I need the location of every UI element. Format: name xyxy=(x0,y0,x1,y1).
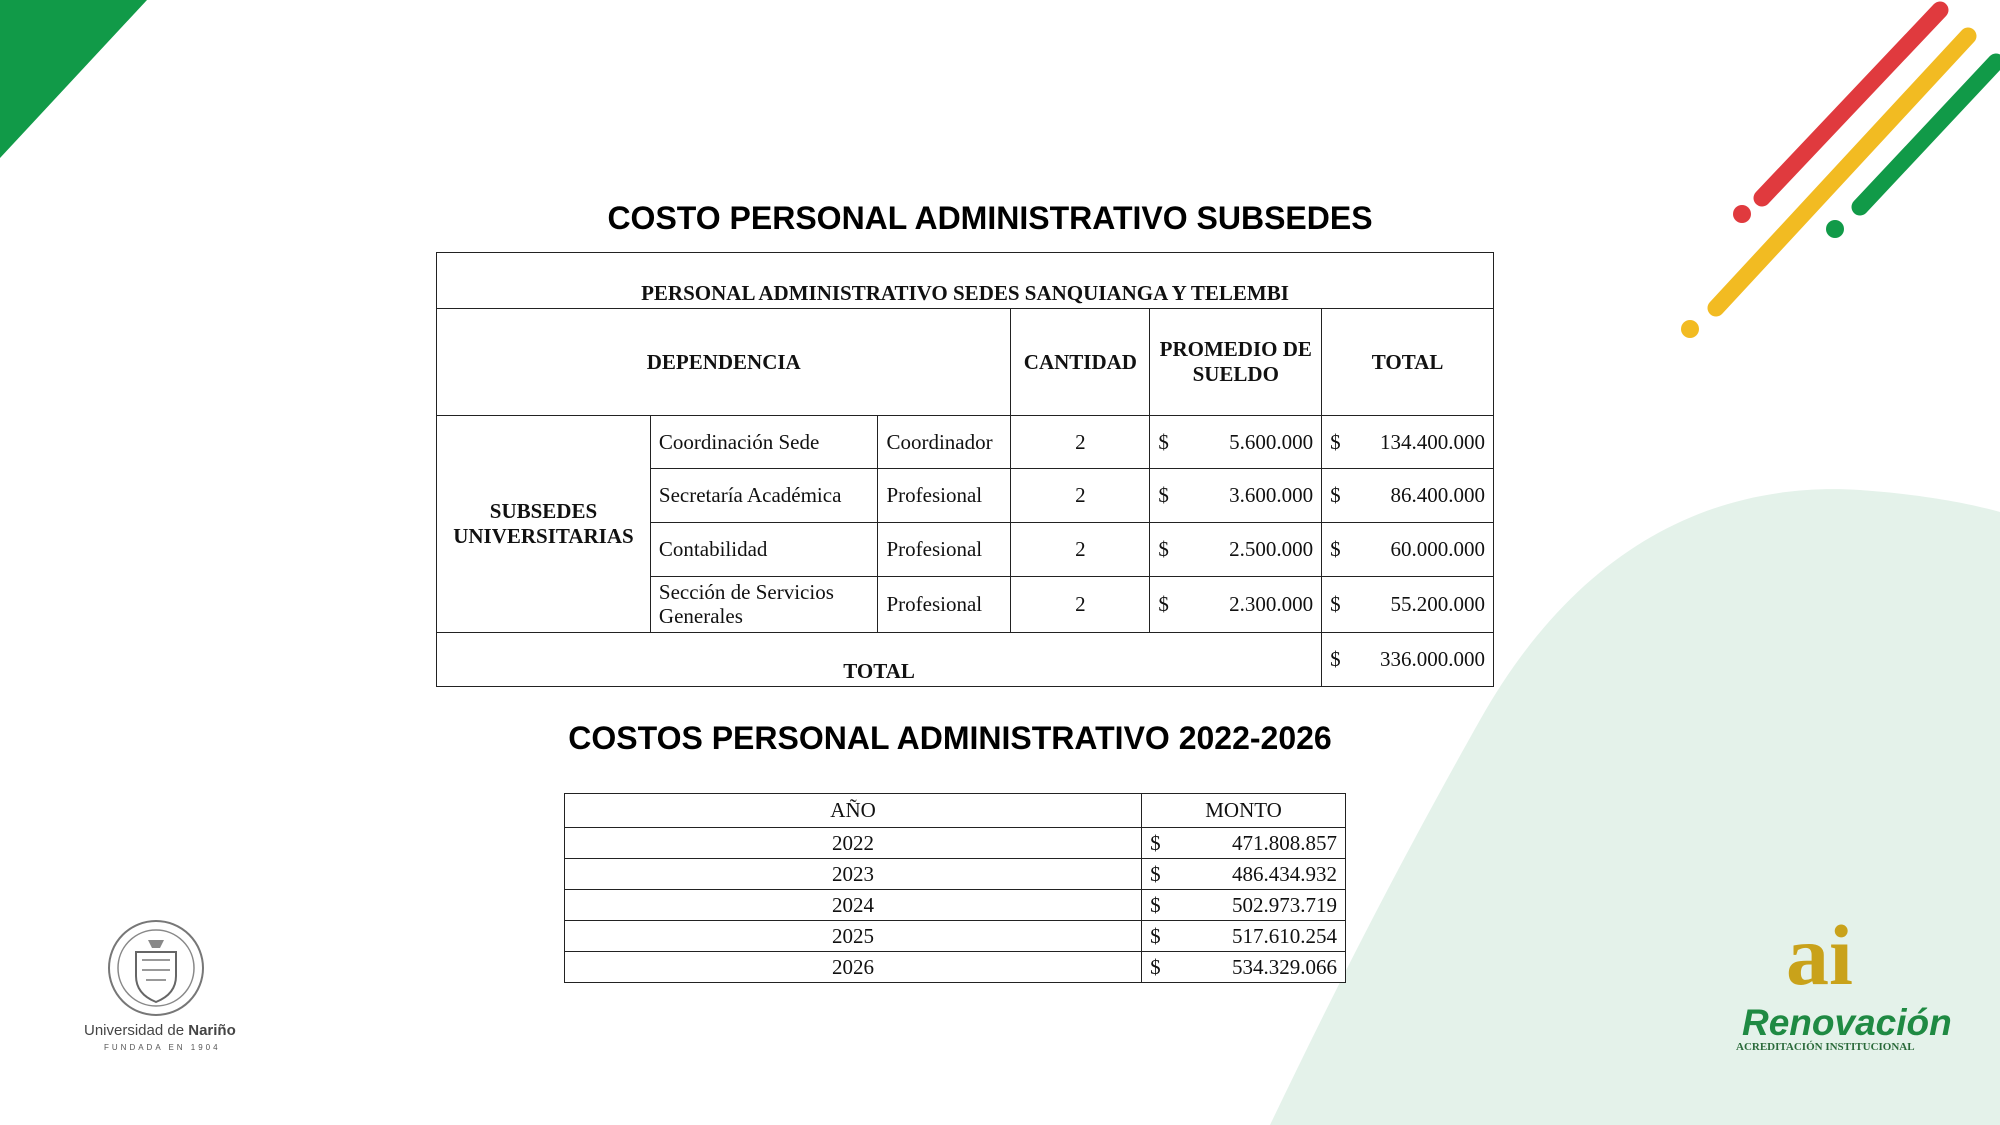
currency-symbol: $ xyxy=(1330,483,1341,507)
amount: 5.600.000 xyxy=(1229,429,1314,454)
table-row xyxy=(565,921,1346,952)
total-cell xyxy=(1322,469,1494,523)
currency-symbol: $ xyxy=(1150,954,1161,979)
amount: 534.329.066 xyxy=(1232,954,1337,979)
header-total: TOTAL xyxy=(1322,309,1494,416)
dependencia-cell: Coordinación Sede xyxy=(650,416,878,469)
amount: 55.200.000 xyxy=(1390,592,1485,616)
year-cell: 2026 xyxy=(565,952,1142,983)
promedio-cell xyxy=(1150,577,1322,633)
university-name-prefix: Universidad de xyxy=(84,1022,189,1039)
amount-cell xyxy=(1142,952,1346,983)
promedio-cell xyxy=(1150,523,1322,577)
cargo-cell: Profesional xyxy=(878,523,1011,577)
amount-cell xyxy=(1142,828,1346,859)
university-founded: FUNDADA EN 1904 xyxy=(104,1043,221,1052)
admin-staff-table xyxy=(436,252,1494,687)
currency-symbol: $ xyxy=(1158,483,1169,507)
total-cell xyxy=(1322,577,1494,633)
header-amount: MONTO xyxy=(1142,794,1346,828)
acreditacion-subtitle: ACREDITACIÓN INSTITUCIONAL xyxy=(1736,1041,1915,1053)
university-name-bold: Nariño xyxy=(188,1022,236,1039)
header-dependencia: DEPENDENCIA xyxy=(437,309,1011,416)
grand-total-cell xyxy=(1322,633,1494,687)
dependencia-cell: Secretaría Académica xyxy=(650,469,878,523)
cargo-cell: Profesional xyxy=(878,577,1011,633)
yellow-stripe xyxy=(1716,36,1968,308)
amount: 3.600.000 xyxy=(1229,483,1314,507)
ai-logo-mark xyxy=(1786,907,1853,1003)
green-dot xyxy=(1826,220,1844,238)
currency-symbol: $ xyxy=(1330,647,1341,671)
table-row xyxy=(437,416,1494,469)
currency-symbol: $ xyxy=(1330,592,1341,616)
university-seal-icon xyxy=(106,918,206,1018)
dependencia-cell: Contabilidad xyxy=(650,523,878,577)
cargo-cell: Coordinador xyxy=(878,416,1011,469)
amount: 502.973.719 xyxy=(1232,892,1337,917)
total-cell xyxy=(1322,416,1494,469)
currency-symbol: $ xyxy=(1150,923,1161,948)
header-cantidad: CANTIDAD xyxy=(1011,309,1150,416)
table-row xyxy=(565,828,1346,859)
section-title: COSTOS PERSONAL ADMINISTRATIVO 2022-2026 xyxy=(568,720,1332,756)
cantidad-cell: 2 xyxy=(1011,577,1150,633)
green-corner-triangle xyxy=(0,0,147,158)
renovacion-wordmark: Renovación xyxy=(1742,1002,1952,1043)
amount: 517.610.254 xyxy=(1232,923,1337,948)
year-cell: 2025 xyxy=(565,921,1142,952)
currency-symbol: $ xyxy=(1330,537,1341,561)
amount-cell xyxy=(1142,921,1346,952)
currency-symbol: $ xyxy=(1150,892,1161,917)
red-dot xyxy=(1733,205,1751,223)
promedio-cell xyxy=(1150,469,1322,523)
currency-symbol: $ xyxy=(1330,429,1341,454)
promedio-cell xyxy=(1150,416,1322,469)
total-row xyxy=(437,633,1494,687)
total-label: TOTAL xyxy=(437,633,1322,687)
currency-symbol: $ xyxy=(1158,592,1169,616)
dependencia-cell: Sección de Servicios Generales xyxy=(650,577,878,633)
amount: 471.808.857 xyxy=(1232,830,1337,855)
amount: 60.000.000 xyxy=(1390,537,1485,561)
currency-symbol: $ xyxy=(1150,861,1161,886)
year-cell: 2022 xyxy=(565,828,1142,859)
currency-symbol: $ xyxy=(1150,830,1161,855)
amount: 2.300.000 xyxy=(1229,592,1314,616)
currency-symbol: $ xyxy=(1158,429,1169,454)
table-row xyxy=(565,890,1346,921)
table-row xyxy=(565,859,1346,890)
amount: 336.000.000 xyxy=(1380,647,1485,671)
university-name xyxy=(84,1022,236,1039)
table-caption: PERSONAL ADMINISTRATIVO SEDES SANQUIANGA Y TELEMBI xyxy=(437,253,1494,309)
ai-mark-letters: ai xyxy=(1786,907,1853,1003)
amount: 486.434.932 xyxy=(1232,861,1337,886)
total-cell xyxy=(1322,523,1494,577)
table-row xyxy=(565,952,1346,983)
year-cell: 2023 xyxy=(565,859,1142,890)
page-title: COSTO PERSONAL ADMINISTRATIVO SUBSEDES xyxy=(607,200,1373,236)
yearly-cost-table xyxy=(564,793,1346,983)
amount-cell xyxy=(1142,859,1346,890)
year-cell: 2024 xyxy=(565,890,1142,921)
header-promedio: PROMEDIO DE SUELDO xyxy=(1150,309,1322,416)
cargo-cell: Profesional xyxy=(878,469,1011,523)
cantidad-cell: 2 xyxy=(1011,469,1150,523)
cantidad-cell: 2 xyxy=(1011,416,1150,469)
amount: 134.400.000 xyxy=(1380,429,1485,454)
amount: 2.500.000 xyxy=(1229,537,1314,561)
header-year: AÑO xyxy=(565,794,1142,828)
yellow-dot xyxy=(1681,320,1699,338)
currency-symbol: $ xyxy=(1158,537,1169,561)
group-label: SUBSEDES UNIVERSITARIAS xyxy=(437,416,651,633)
amount-cell xyxy=(1142,890,1346,921)
amount: 86.400.000 xyxy=(1390,483,1485,507)
cantidad-cell: 2 xyxy=(1011,523,1150,577)
